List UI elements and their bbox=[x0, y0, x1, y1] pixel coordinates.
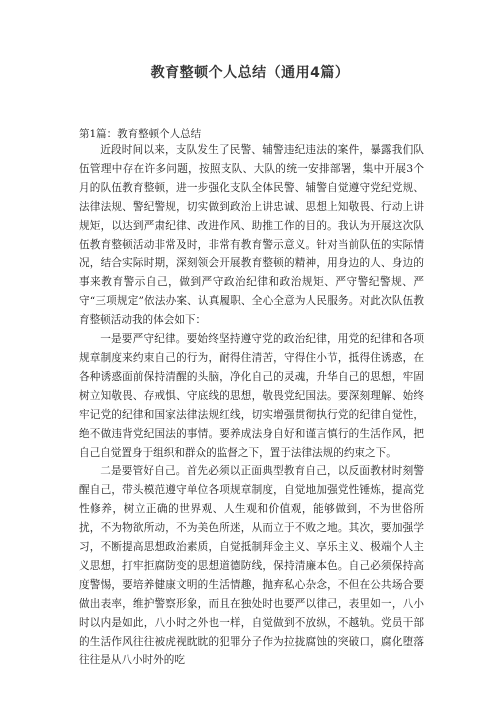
document-title: 教育整顿个人总结（通用4篇） bbox=[150, 65, 350, 81]
discipline-paragraph: 一是要严守纪律。要始终坚持遵守党的政治纪律，用党的纪律和各项规章制度来约束自己的行为，耐得住清苦，守得住小节，抵得住诱惑，在各种诱惑面前保持清醒的头脑，净化自己的灵魂，升华自己的思想，牢固树立知敬畏、存戒惧、守底线的思想，敬畏党纪国法。要深刻理解、始终牢记党的纪律和国家法律法规红线，切实增强贯彻执行党的纪律自觉性，绝不做违背党纪国法的事情。要养成法身自好和谨言慎行的生活作风，把自己自觉置身于组织和群众的监督之下，置于法律法规的约束之下。 bbox=[79, 333, 424, 459]
intro-paragraph: 近段时间以来，支队发生了民警、辅警违纪违法的案件，暴露我们队伍管理中存在许多问题，按照支队、大队的统一安排部署，集中开展3个月的队伍教育整顿，进一步强化支队全体民警、辅警自觉遵守党纪党规、法律法规、警纪警规，切实做到政治上讲忠诚、思想上知敬畏、行动上讲规矩，以达到严肃纪律、改进作风、助推工作的目的。我认为开展这次队伍教育整顿活动非常及时，非常有教育警示意义。针对当前队伍的实际情况，结合实际时期，深刻领会开展教育整顿的精神，用身边的人、身边的事来教育警示自己，做到严守政治纪律和政治规矩、严守警纪警规、严守“三项规定”依法办案、认真履职、全心全意为人民服务。对此次队伍教育整顿活动我的体会如下： bbox=[79, 144, 424, 327]
self-management-paragraph: 二是要管好自己。首先必须以正面典型教育自己，以反面教材时刻警醒自己，带头模范遵守单位各项规章制度，自觉地加强党性锤炼，提高党性修养，树立正确的世界观、人生观和价值观，能够做到，不为世俗所扰，不为物欲所动，不为美色所迷，从而立于不败之地。其次，要加强学习，不断提高思想政治素质，自觉抵制拜金主义、享乐主义、极端个人主义思想，打牢拒腐防变的思想道德防线，保持清廉本色。自己必须保持高度警惕，要培养健康文明的生活情趣，抛弃私心杂念，不但在公共场合要做出表率，维护警察形象，而且在独处时也要严以律己，表里如一，八小时以内是如此，八小时之外也一样，自觉做到不放纵，不越轨。党员干部的生活作风往往被虎视眈眈的犯罪分子作为拉拢腐蚀的突破口，腐化堕落往往是从八小时外的吃 bbox=[79, 465, 424, 667]
document-body bbox=[79, 141, 424, 670]
section-heading: 第1篇：教育整顿个人总结 bbox=[79, 128, 202, 140]
